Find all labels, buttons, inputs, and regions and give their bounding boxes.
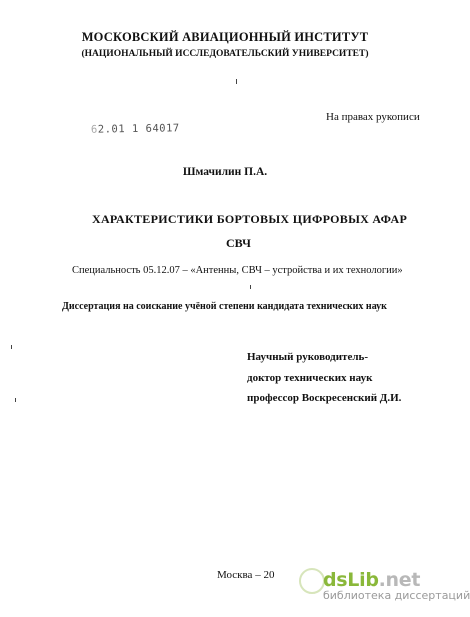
supervisor-degree: доктор технических наук [247,372,373,384]
scan-mark [15,398,16,402]
watermark [323,569,470,602]
library-stamp [91,122,180,136]
watermark-brand-main: dsLib [323,569,379,591]
scan-mark [236,79,237,84]
specialty-line: Специальность 05.12.07 – «Антенны, СВЧ – устройства и их технологии» [72,265,403,276]
supervisor-role: Научный руководитель- [247,351,368,363]
dissertation-degree-line: Диссертация на соискание учёной степени кандидата технических наук [62,301,387,312]
stamp-prefix: 6 [90,123,98,136]
author-name: Шмачилин П.А. [182,166,268,178]
institute-subtitle: (НАЦИОНАЛЬНЫЙ ИССЛЕДОВАТЕЛЬСКИЙ УНИВЕРСИТЕТ) [81,49,369,59]
watermark-brand [323,569,470,591]
scan-mark [250,285,251,289]
scan-mark [11,345,12,349]
rights-note: На правах рукописи [326,111,420,123]
supervisor-name: профессор Воскресенский Д.И. [247,392,402,404]
watermark-logo-icon [299,568,325,594]
stamp-number: 2.01 1 64017 [97,122,180,136]
dissertation-title-line-1: ХАРАКТЕРИСТИКИ БОРТОВЫХ ЦИФРОВЫХ АФАР [92,212,408,226]
watermark-subtitle: библиотека диссертаций [323,589,470,602]
dissertation-title-line-2: СВЧ [226,236,251,250]
watermark-brand-tld: .net [378,569,421,591]
institute-name: МОСКОВСКИЙ АВИАЦИОННЫЙ ИНСТИТУТ [81,30,369,44]
city-year: Москва – 20 [217,569,275,581]
